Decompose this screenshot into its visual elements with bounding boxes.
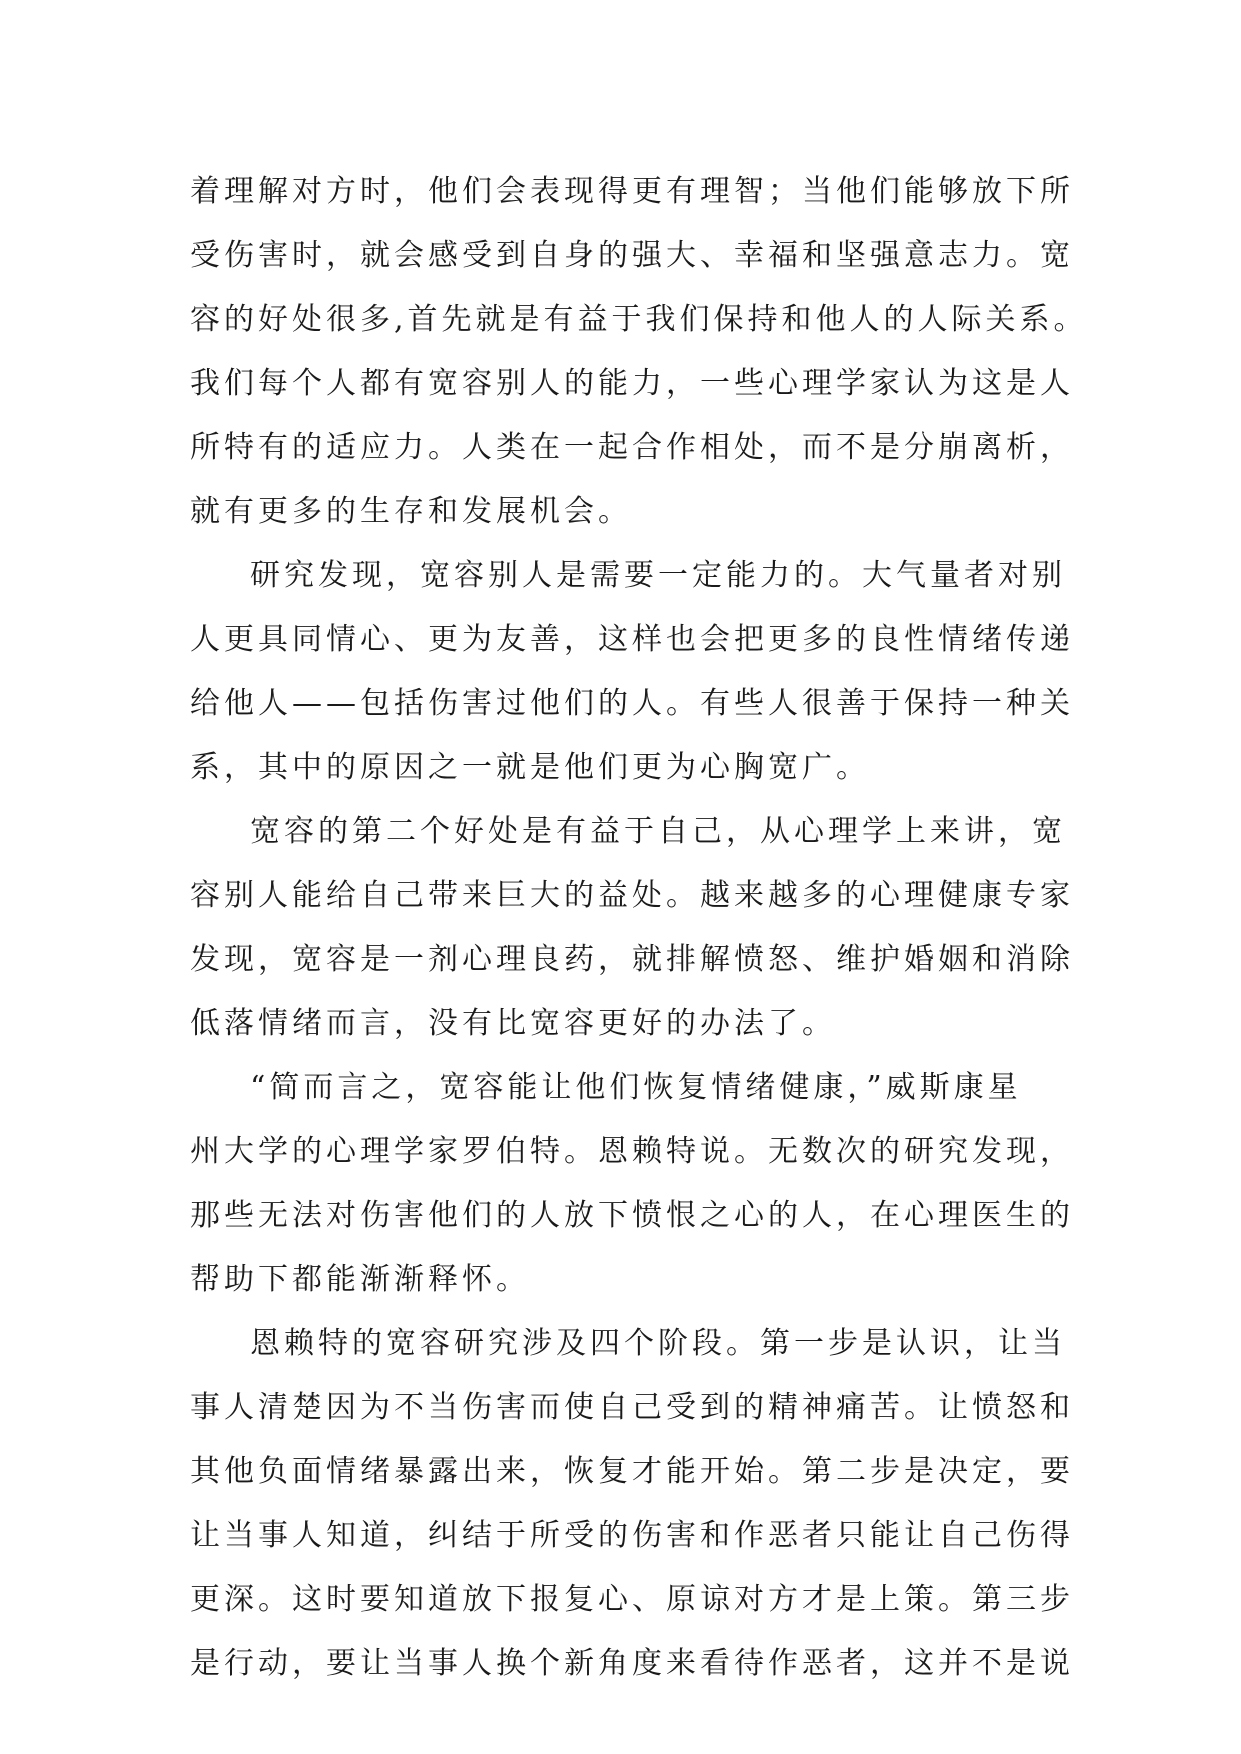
text-line: 我们每个人都有宽容别人的能力，一些心理学家认为这是人 (190, 366, 1074, 401)
text-line: 给他人——包括伤害过他们的人。有些人很善于保持一种关 (190, 686, 1074, 721)
text-line: 受伤害时，就会感受到自身的强大、幸福和坚强意志力。宽 (190, 238, 1074, 273)
text-line: 研究发现，宽容别人是需要一定能力的。大气量者对别 (250, 558, 1066, 593)
text-line: 低落情绪而言，没有比宽容更好的办法了。 (190, 1006, 836, 1041)
text-line: 着理解对方时，他们会表现得更有理智；当他们能够放下所 (190, 174, 1074, 209)
text-line: 那些无法对伤害他们的人放下愤恨之心的人，在心理医生的 (190, 1198, 1074, 1233)
text-line: 事人清楚因为不当伤害而使自己受到的精神痛苦。让愤怒和 (190, 1390, 1074, 1425)
text-line: “简而言之，宽容能让他们恢复情绪健康，”威斯康星 (250, 1070, 1022, 1105)
text-line: 系，其中的原因之一就是他们更为心胸宽广。 (190, 750, 870, 785)
text-line: 其他负面情绪暴露出来，恢复才能开始。第二步是决定，要 (190, 1454, 1074, 1489)
text-line: 更深。这时要知道放下报复心、原谅对方才是上策。第三步 (190, 1582, 1074, 1617)
text-line: 容别人能给自己带来巨大的益处。越来越多的心理健康专家 (190, 878, 1074, 913)
text-line: 恩赖特的宽容研究涉及四个阶段。第一步是认识，让当 (250, 1326, 1066, 1361)
text-line: 帮助下都能渐渐释怀。 (190, 1262, 530, 1297)
text-line: 宽容的第二个好处是有益于自己，从心理学上来讲，宽 (250, 814, 1066, 849)
text-line: 发现，宽容是一剂心理良药，就排解愤怒、维护婚姻和消除 (190, 942, 1074, 977)
text-line: 就有更多的生存和发展机会。 (190, 494, 632, 529)
text-line: 所特有的适应力。人类在一起合作相处，而不是分崩离析， (190, 430, 1074, 465)
text-line: 州大学的心理学家罗伯特。恩赖特说。无数次的研究发现， (190, 1134, 1074, 1169)
text-line: 容的好处很多,首先就是有益于我们保持和他人的人际关系。 (190, 302, 1088, 337)
body-text (190, 160, 1088, 1696)
text-line: 是行动，要让当事人换个新角度来看待作恶者，这并不是说 (190, 1646, 1074, 1681)
text-line: 让当事人知道，纠结于所受的伤害和作恶者只能让自己伤得 (190, 1518, 1074, 1553)
text-line: 人更具同情心、更为友善，这样也会把更多的良性情绪传递 (190, 622, 1074, 657)
